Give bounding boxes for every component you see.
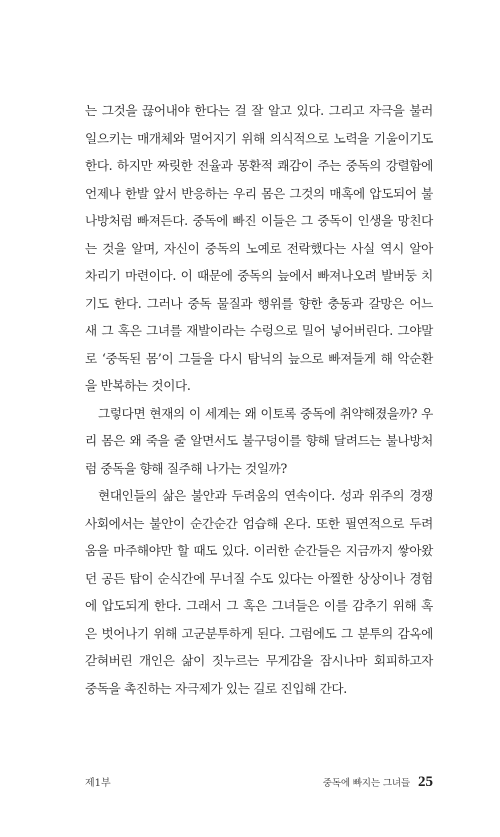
text-line: 나방처럼 빠져든다. 중독에 빠진 이들은 그 중독이 인생을 망친다 xyxy=(85,213,433,228)
paragraph-start-line: 현대인들의 삶은 불안과 두려움의 연속이다. 성과 위주의 경쟁 xyxy=(98,488,433,503)
text-line: 움을 마주해야만 할 때도 있다. 이러한 순간들은 지금까지 쌓아왔 xyxy=(85,543,433,558)
paragraph-start-line: 그렇다면 현재의 이 세계는 왜 이토록 중독에 취약해졌을까? 우 xyxy=(98,405,433,421)
paragraph-end-line: 럼 중독을 향해 질주해 나가는 것일까? xyxy=(85,460,287,476)
text-line: 차리기 마련이다. 이 때문에 중독의 늪에서 빠져나오려 발버둥 치 xyxy=(85,268,433,283)
text-line: 기도 한다. 그러나 중독 물질과 행위를 향한 충동과 갈망은 어느 xyxy=(85,295,433,311)
text-line: 사회에서는 불안이 순간순간 엄습해 온다. 또한 필연적으로 두려 xyxy=(85,515,433,531)
text-line: 에 압도되게 한다. 그래서 그 혹은 그녀들은 이를 감추기 위해 혹 xyxy=(85,598,433,613)
text-line: 던 공든 탑이 순식간에 무너질 수도 있다는 아찔한 상상이나 경험 xyxy=(85,570,433,586)
text-line: 한다. 하지만 짜릿한 전율과 몽환적 쾌감이 주는 중독의 강렬함에 xyxy=(85,158,433,173)
page-number: 25 xyxy=(418,774,433,790)
text-line: 리 몸은 왜 죽을 줄 알면서도 불구덩이를 향해 달려드는 불나방처 xyxy=(85,433,433,448)
paragraph-end-line: 중독을 촉진하는 자극제가 있는 길로 진입해 간다. xyxy=(85,680,347,696)
footer-part-label: 제1부 xyxy=(85,778,111,789)
paragraph-end-line: 을 반복하는 것이다. xyxy=(85,378,191,393)
text-line: 일으키는 매개체와 멀어지기 위해 의식적으로 노력을 기울이기도 xyxy=(85,130,433,146)
text-line: 새 그 혹은 그녀를 재발이라는 수렁으로 밀어 넣어버린다. 그야말 xyxy=(85,323,433,338)
running-footer xyxy=(323,774,433,791)
text-line: 언제나 한발 앞서 반응하는 우리 몸은 그것의 매혹에 압도되어 불 xyxy=(85,185,433,201)
text-line: 갇혀버린 개인은 삶이 짓누르는 무게감을 잠시나마 회피하고자 xyxy=(85,653,433,668)
text-line: 는 것을 알며, 자신이 중독의 노예로 전락했다는 사실 역시 알아 xyxy=(85,240,433,256)
body-text xyxy=(85,97,433,702)
text-line: 은 벗어나기 위해 고군분투하게 된다. 그럼에도 그 분투의 감옥에 xyxy=(85,625,433,641)
text-line: 는 그것을 끊어내야 한다는 걸 잘 알고 있다. 그리고 자극을 불러 xyxy=(85,103,433,118)
footer-chapter-title: 중독에 빠지는 그녀들 xyxy=(322,778,410,789)
text-line: 로 ‘중독된 몸’이 그들을 다시 탐닉의 늪으로 빠져들게 해 악순환 xyxy=(85,350,433,366)
